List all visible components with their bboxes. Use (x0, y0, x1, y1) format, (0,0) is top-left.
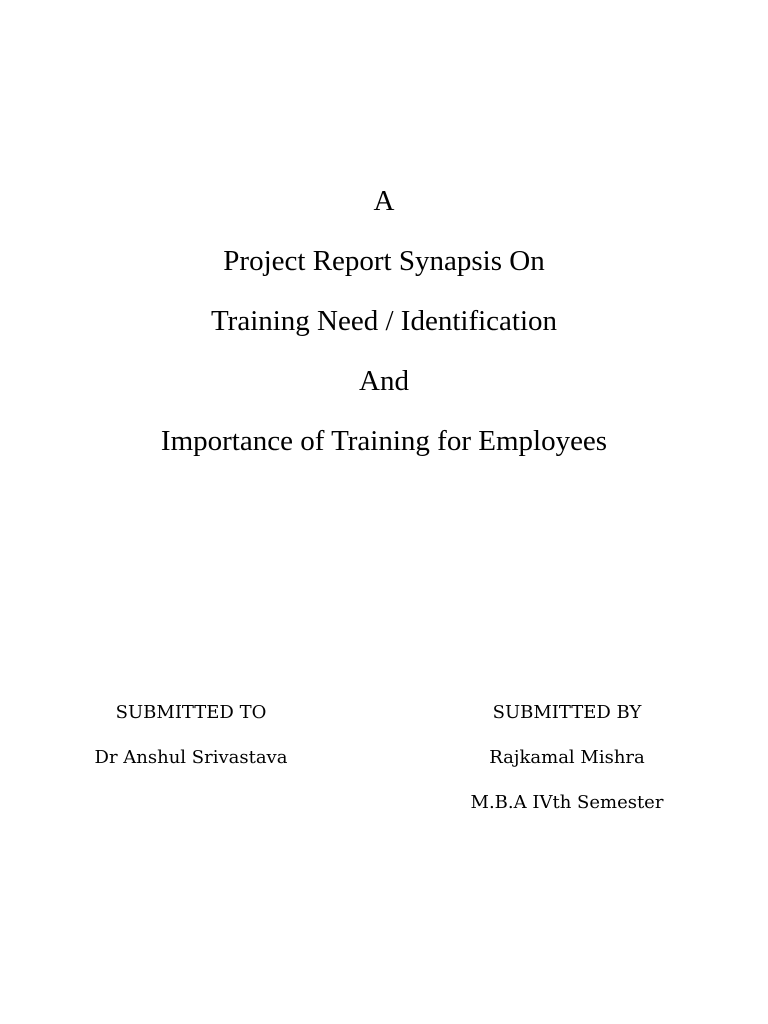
submitted-by-course: M.B.A IVth Semester (470, 792, 664, 813)
submitted-to-name: Dr Anshul Srivastava (94, 747, 288, 768)
submitted-to-heading: SUBMITTED TO (115, 702, 267, 723)
title-line-article: A (373, 185, 395, 217)
title-line-project-report: Project Report Synapsis On (223, 245, 545, 277)
submitted-by-name: Rajkamal Mishra (489, 747, 645, 768)
submitted-by-heading: SUBMITTED BY (492, 702, 642, 723)
title-line-importance: Importance of Training for Employees (160, 425, 608, 457)
title-line-and: And (359, 365, 409, 397)
title-line-training-need: Training Need / Identification (210, 305, 558, 337)
